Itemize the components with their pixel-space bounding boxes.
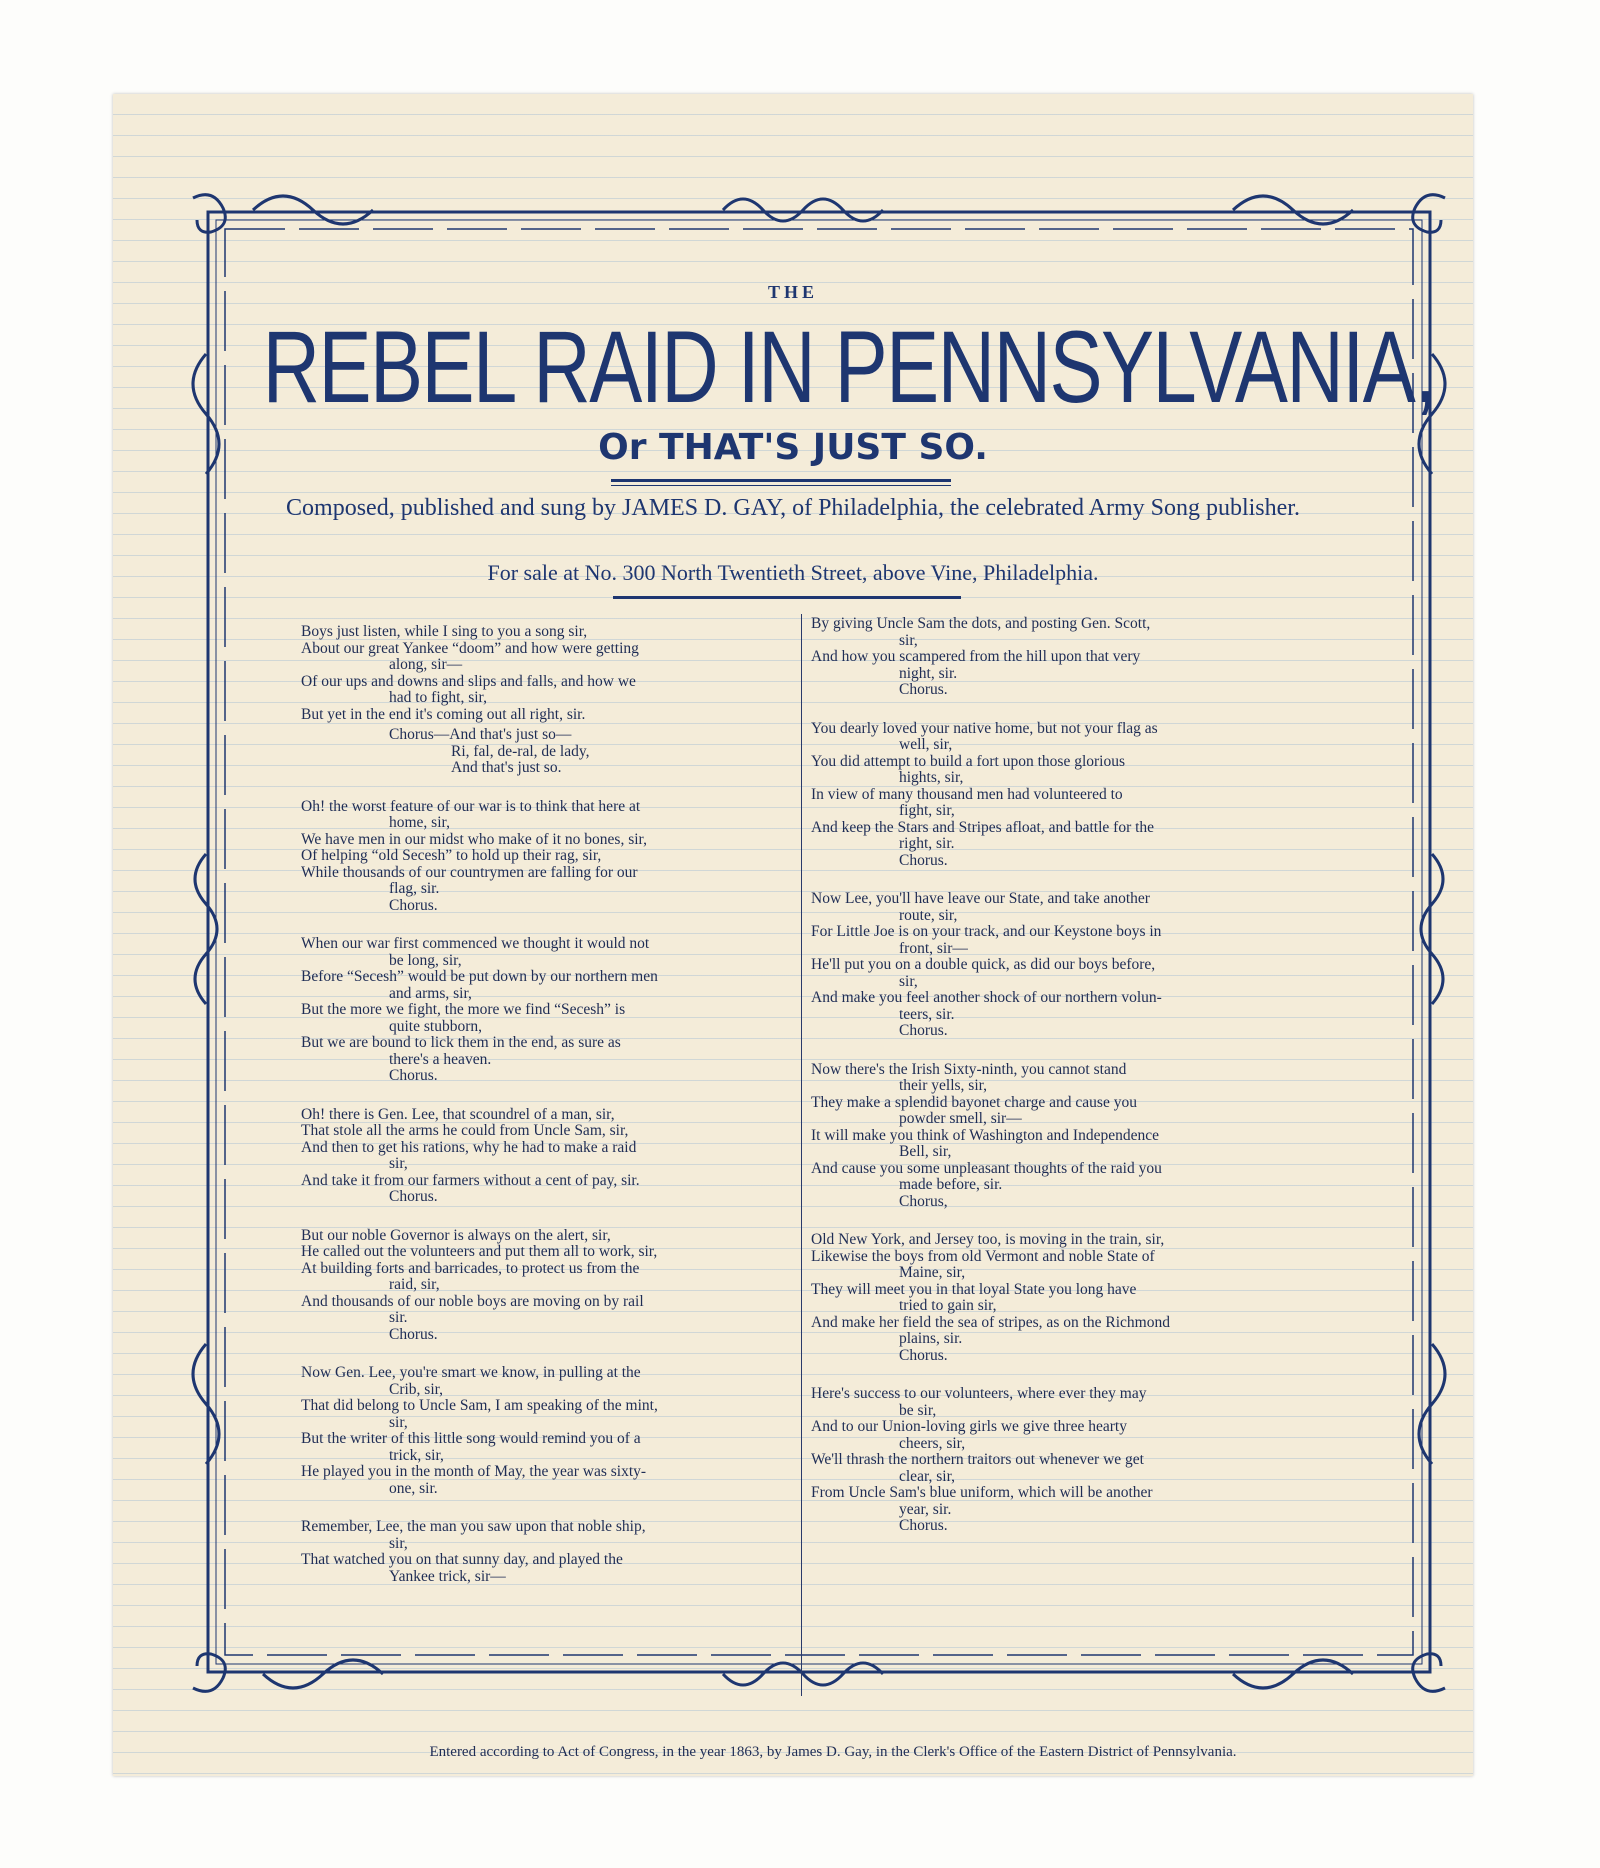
verse-line: It will make you think of Washington and Independence <box>811 1126 1159 1144</box>
verse-line: Oh! there is Gen. Lee, that scoundrel of a man, sir, <box>301 1105 615 1123</box>
verse-line: We have men in our midst who make of it no bones, sir, <box>301 830 647 848</box>
verse-line: fight, sir, <box>899 802 955 819</box>
verse-line: While thousands of our countrymen are falling for our <box>301 863 638 881</box>
verse-line: along, sir— <box>389 656 463 673</box>
verse-line: their yells, sir, <box>899 1077 988 1094</box>
chorus-label: Chorus. <box>899 1346 948 1364</box>
chorus-label: Chorus. <box>389 1067 438 1084</box>
verse-line: sir, <box>389 1534 408 1552</box>
broadside-sheet <box>113 94 1473 1776</box>
verse-line: Bell, sir, <box>899 1143 952 1160</box>
verse-line: He'll put you on a double quick, as did our boys before, <box>811 956 1156 973</box>
verse-line: And take it from our farmers without a cent of pay, sir. <box>301 1171 640 1189</box>
credits-text: Composed, published and sung by JAMES D. GAY, of Philadelphia, the celebrated Army Song publisher. <box>286 495 1300 521</box>
verse-line: And cause you some unpleasant thoughts of the raid you <box>811 1159 1162 1177</box>
verse-line: sir, <box>899 631 918 649</box>
verse-line: At building forts and barricades, to protect us from the <box>301 1259 640 1277</box>
verse-line: and arms, sir, <box>389 984 472 1002</box>
verse-line: But we are bound to lick them in the end, as sure as <box>301 1034 621 1051</box>
verse-line: one, sir. <box>389 1479 438 1497</box>
verse-line: And make you feel another shock of our northern volun- <box>811 989 1162 1006</box>
verse-line: Before “Secesh” would be put down by our northern men <box>301 968 658 985</box>
header-rule <box>613 596 961 599</box>
right-column <box>811 616 1311 1557</box>
verse-line: From Uncle Sam's blue uniform, which will be another <box>811 1484 1153 1501</box>
verse-line: sir, <box>389 1155 408 1172</box>
verse-8 <box>811 616 1311 699</box>
chorus-line: And that's just so. <box>451 759 562 776</box>
verse-line: quite stubborn, <box>389 1017 482 1035</box>
verse-line: And thousands of our noble boys are moving on by rail <box>301 1292 644 1310</box>
verse-line: well, sir, <box>899 736 953 753</box>
verse-line: Yankee trick, sir— <box>389 1567 506 1585</box>
verse-line: Now Lee, you'll have leave our State, and take another <box>811 890 1150 907</box>
verse-line: They make a splendid bayonet charge and cause you <box>811 1093 1137 1111</box>
chorus-label: Chorus. <box>899 851 948 869</box>
verse-line: And then to get his rations, why he had to make a raid <box>301 1138 637 1156</box>
verse-line: He called out the volunteers and put them all to work, sir, <box>301 1243 658 1260</box>
verse-line: Remember, Lee, the man you saw upon that noble ship, <box>301 1518 646 1535</box>
verse-line: Oh! the worst feature of our war is to think that here at <box>301 797 641 815</box>
verse-line: right, sir. <box>899 835 955 852</box>
verse-line: They will meet you in that loyal State you long have <box>811 1280 1137 1298</box>
verse-line: plains, sir. <box>899 1330 963 1347</box>
verse-line: Of helping “old Secesh” to hold up their rag, sir, <box>301 847 602 864</box>
verse-line: And how you scampered from the hill upon that very <box>811 648 1141 665</box>
title-rule-thin <box>611 485 951 486</box>
verse-line: But yet in the end it's coming out all right, sir. <box>301 705 586 723</box>
verse-line: But the more we fight, the more we find “Secesh” is <box>301 1001 626 1018</box>
verse-line: Of our ups and downs and slips and falls, and how we <box>301 672 636 690</box>
column-divider <box>801 614 802 1696</box>
verse-line: sir. <box>389 1309 408 1326</box>
verse-10 <box>811 891 1311 1040</box>
verse-line: And make her field the sea of stripes, as on the Richmond <box>811 1313 1170 1331</box>
verse-line: there's a heaven. <box>389 1050 492 1068</box>
verse-line: year, sir. <box>899 1500 952 1518</box>
verse-line: In view of many thousand men had volunteered to <box>811 785 1123 803</box>
verse-5 <box>301 1228 801 1344</box>
copyright-footer: Entered according to Act of Congress, in the year 1863, by James D. Gay, in the Clerk's Office of the Eastern District of Pennsylvania. <box>429 1744 1237 1760</box>
verse-line: be long, sir, <box>389 951 462 969</box>
verse-line: For Little Joe is on your track, and our Keystone boys in <box>811 923 1162 940</box>
verse-line: Crib, sir, <box>389 1380 444 1398</box>
verse-line: trick, sir, <box>389 1446 444 1464</box>
verse-line: About our great Yankee “doom” and how were getting <box>301 639 639 657</box>
verse-line: flag, sir. <box>389 880 440 897</box>
verse-line: Now there's the Irish Sixty-ninth, you cannot stand <box>811 1060 1127 1078</box>
chorus-line: Chorus—And that's just so— <box>389 726 572 743</box>
verse-7 <box>301 1519 801 1585</box>
verse-line: home, sir, <box>389 814 450 831</box>
verse-11 <box>811 1062 1311 1211</box>
verse-line: sir, <box>899 972 918 990</box>
verse-line: tried to gain sir, <box>899 1297 997 1314</box>
verse-2 <box>301 799 801 915</box>
verse-line: Maine, sir, <box>899 1264 966 1281</box>
verse-line: When our war first commenced we thought it would not <box>301 935 650 952</box>
verse-9 <box>811 721 1311 870</box>
verse-line: Boys just listen, while I sing to you a song sir, <box>301 623 588 640</box>
verse-line: be sir, <box>899 1401 937 1419</box>
verse-line: cheers, sir, <box>899 1434 966 1452</box>
verse-6 <box>301 1365 801 1497</box>
chorus-label: Chorus. <box>899 681 948 698</box>
verse-line: Old New York, and Jersey too, is moving in the train, sir, <box>811 1231 1165 1248</box>
verse-line: By giving Uncle Sam the dots, and posting Gen. Scott, <box>811 615 1151 632</box>
verse-4 <box>301 1107 801 1206</box>
verse-line: Here's success to our volunteers, where ever they may <box>811 1385 1147 1402</box>
verse-line: Likewise the boys from old Vermont and noble State of <box>811 1247 1155 1265</box>
verse-line: sir, <box>389 1413 408 1431</box>
verse-line: But our noble Governor is always on the alert, sir, <box>301 1226 611 1244</box>
verse-line: That watched you on that sunny day, and played the <box>301 1551 623 1568</box>
verse-1 <box>301 624 801 777</box>
chorus-label: Chorus, <box>899 1192 948 1210</box>
verse-12 <box>811 1232 1311 1364</box>
verse-line: night, sir. <box>899 664 958 682</box>
verse-line: You dearly loved your native home, but not your flag as <box>811 719 1158 737</box>
left-column <box>301 624 801 1607</box>
verse-line: We'll thrash the northern traitors out whenever we get <box>811 1451 1144 1468</box>
verse-line: And keep the Stars and Stripes afloat, and battle for the <box>811 818 1155 836</box>
page-subtitle: Or THAT'S JUST SO. <box>598 427 988 468</box>
verse-line: But the writer of this little song would remind you of a <box>301 1430 641 1447</box>
chorus-label: Chorus. <box>389 1188 438 1205</box>
chorus-line: Ri, fal, de-ral, de lady, <box>451 742 590 760</box>
verse-line: That stole all the arms he could from Uncle Sam, sir, <box>301 1122 629 1139</box>
title-rule <box>611 479 951 482</box>
verse-line: front, sir— <box>899 939 968 957</box>
page-title: REBEL RAID IN PENNSYLVANIA, <box>262 310 1435 424</box>
chorus-label: Chorus. <box>899 1022 948 1039</box>
verse-line: route, sir, <box>899 906 958 924</box>
verse-line: You did attempt to build a fort upon those glorious <box>811 752 1126 770</box>
verse-line: had to fight, sir, <box>389 689 487 706</box>
verse-line: raid, sir, <box>389 1276 440 1293</box>
sale-address: For sale at No. 300 North Twentieth Street, above Vine, Philadelphia. <box>487 560 1099 585</box>
verse-line: powder smell, sir— <box>899 1110 1022 1127</box>
verse-line: hights, sir, <box>899 769 964 786</box>
chorus-label: Chorus. <box>389 1325 438 1343</box>
verse-line: He played you in the month of May, the year was sixty- <box>301 1463 647 1480</box>
verse-line: That did belong to Uncle Sam, I am speaking of the mint, <box>301 1397 658 1414</box>
verse-line: And to our Union-loving girls we give three hearty <box>811 1418 1127 1435</box>
verse-line: teers, sir. <box>899 1005 955 1023</box>
chorus-label: Chorus. <box>389 896 438 914</box>
verse-line: made before, sir. <box>899 1176 1003 1193</box>
verse-13 <box>811 1386 1311 1535</box>
verse-line: clear, sir, <box>899 1467 955 1485</box>
chorus-label: Chorus. <box>899 1517 948 1534</box>
title-the: THE <box>767 282 818 302</box>
verse-line: Now Gen. Lee, you're smart we know, in pulling at the <box>301 1364 641 1381</box>
verse-3 <box>301 936 801 1085</box>
